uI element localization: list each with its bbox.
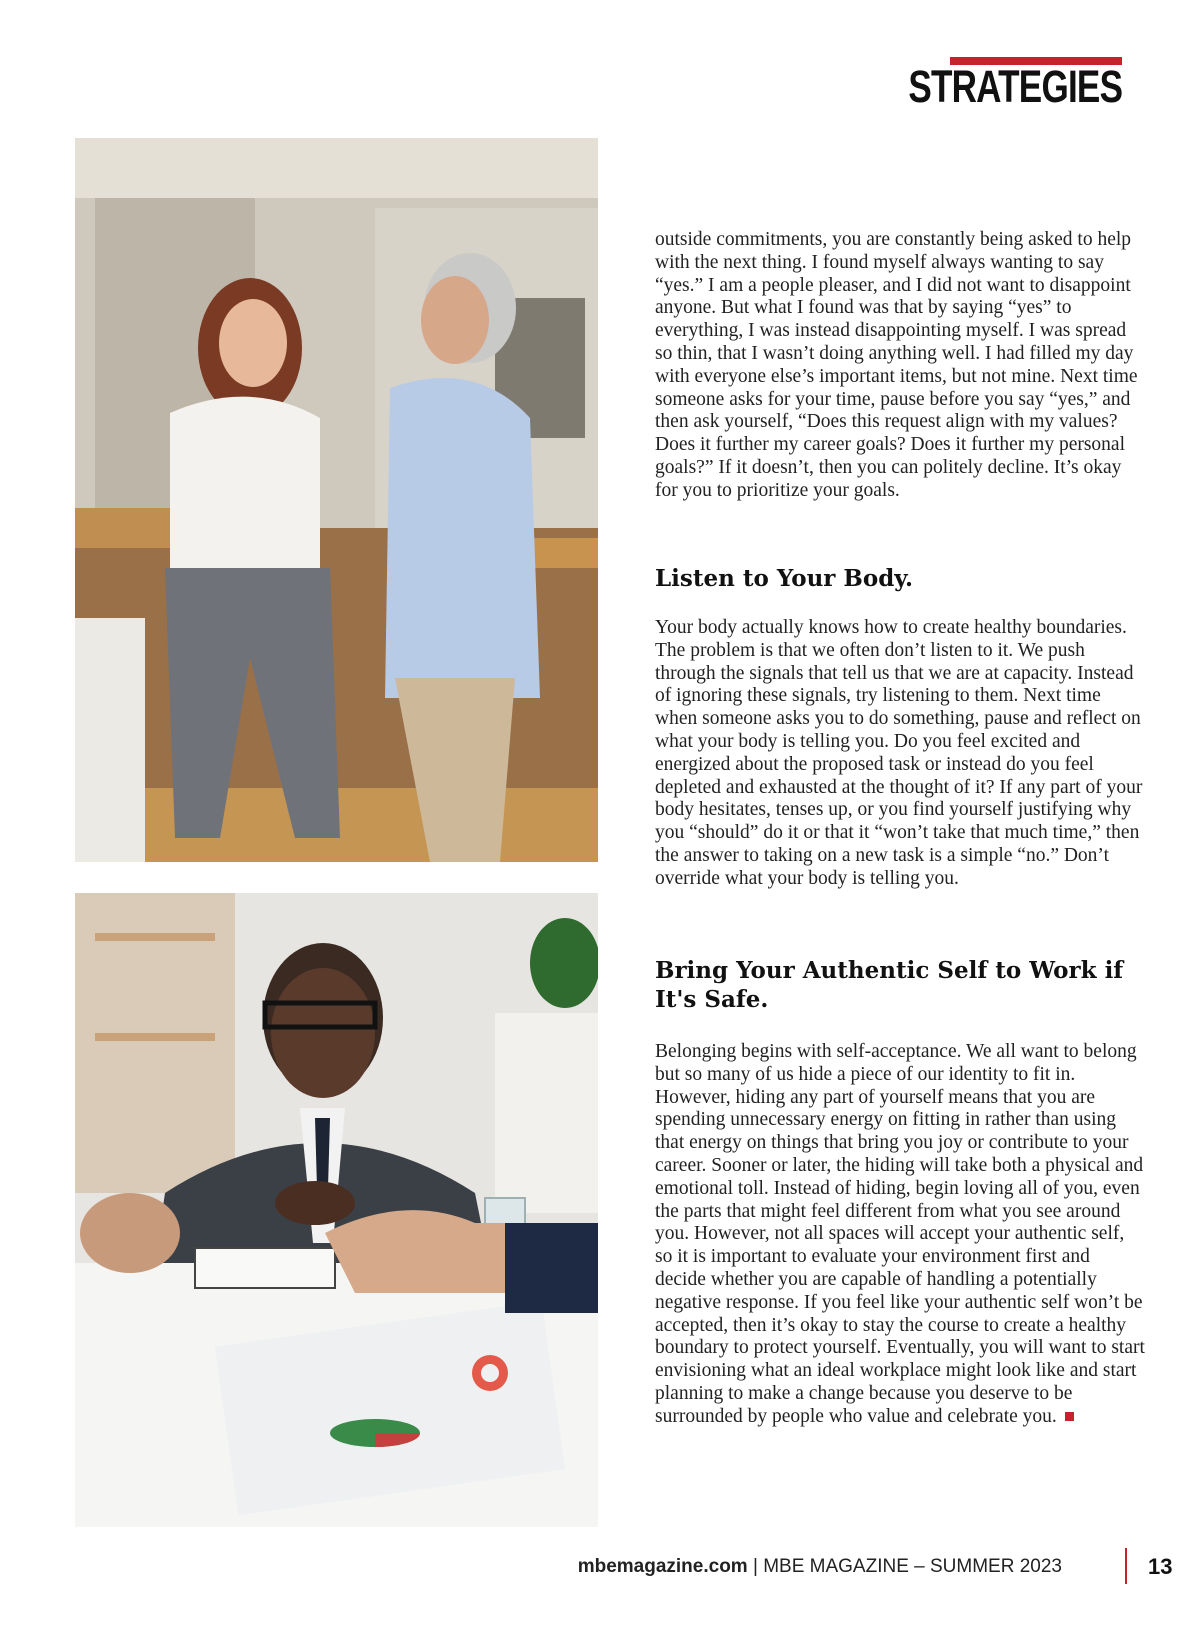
photo-two-women-office-image [75, 138, 598, 862]
page-footer [578, 1556, 1062, 1578]
photo-business-meeting-image [75, 893, 598, 1527]
article-paragraph-final [655, 1041, 1145, 1429]
article-paragraph: Your body actually knows how to create healthy boundaries. The problem is that we often don’t listen to it. We push through the signals that tell us that we are at capacity. Instead of ignoring these signals, try listening to them. Next time when someone asks you to do something, pause and reflect on what your body is telling you. Do you feel excited and energized about the proposed task or instead do you feel depleted and exhausted at the thought of it? If any part of your body hesitates, tenses up, or you find yourself justifying why you “should” do it or that it “won’t take that much time,” then the answer to taking on a new task is a simple “no.” Don’t override what your body is telling you. [655, 617, 1143, 889]
photo-two-women-office [75, 138, 598, 862]
footer-website: mbemagazine.com [577, 1556, 748, 1577]
footer-divider [1125, 1548, 1127, 1584]
article-subheading: Bring Your Authentic Self to Work if It's Safe. [655, 957, 1124, 1013]
page-number: 13 [1148, 1554, 1173, 1579]
section-title: STRATEGIES [908, 61, 1122, 112]
article-paragraph: outside commitments, you are constantly being asked to help with the next thing. I found myself always wanting to say “yes.” I am a people pleaser, and I did not want to disappoint anyone. But what I found was that by saying “yes” to everything, I was instead disappointing myself. I was spread so thin, that I wasn’t doing anything well. I had filled my day with everyone else’s important items, but not mine. Next time someone asks for your time, pause before you say “yes,” and then ask yourself, “Does this request align with my values? Does it further my career goals? Does it further my personal goals?” If it doesn’t, then you can politely decline. It’s okay for you to prioritize your goals. [655, 229, 1138, 501]
article-paragraph-text: Belonging begins with self-acceptance. We all want to belong but so many of us hide a piece of our identity to fit in. However, hiding any part of yourself means that you are spending unnecessary energy on fitting in rather than using that energy on things that bring you joy or contribute to your career. Sooner or later, the hiding will take both a physical and emotional toll. Instead of hiding, begin loving all of you, even the parts that might feel different from what you see around you. However, not all spaces will accept your authentic self, so it is important to evaluate your environment first and decide whether you are capable of handling a potentially negative response. If you feel like your authentic self won’t be accepted, then it’s okay to stay the course to create a healthy boundary to protect yourself. Eventually, you will want to start envisioning what an ideal workplace might look like and start planning to make a change because you deserve to be surrounded by people who value and celebrate you. [655, 1041, 1145, 1427]
photo-business-meeting [75, 893, 598, 1527]
article-subheading: Listen to Your Body. [655, 565, 914, 592]
footer-publication: MBE MAGAZINE – SUMMER 2023 [763, 1556, 1062, 1577]
end-of-article-mark [1065, 1412, 1074, 1421]
footer-separator: | [752, 1556, 758, 1577]
